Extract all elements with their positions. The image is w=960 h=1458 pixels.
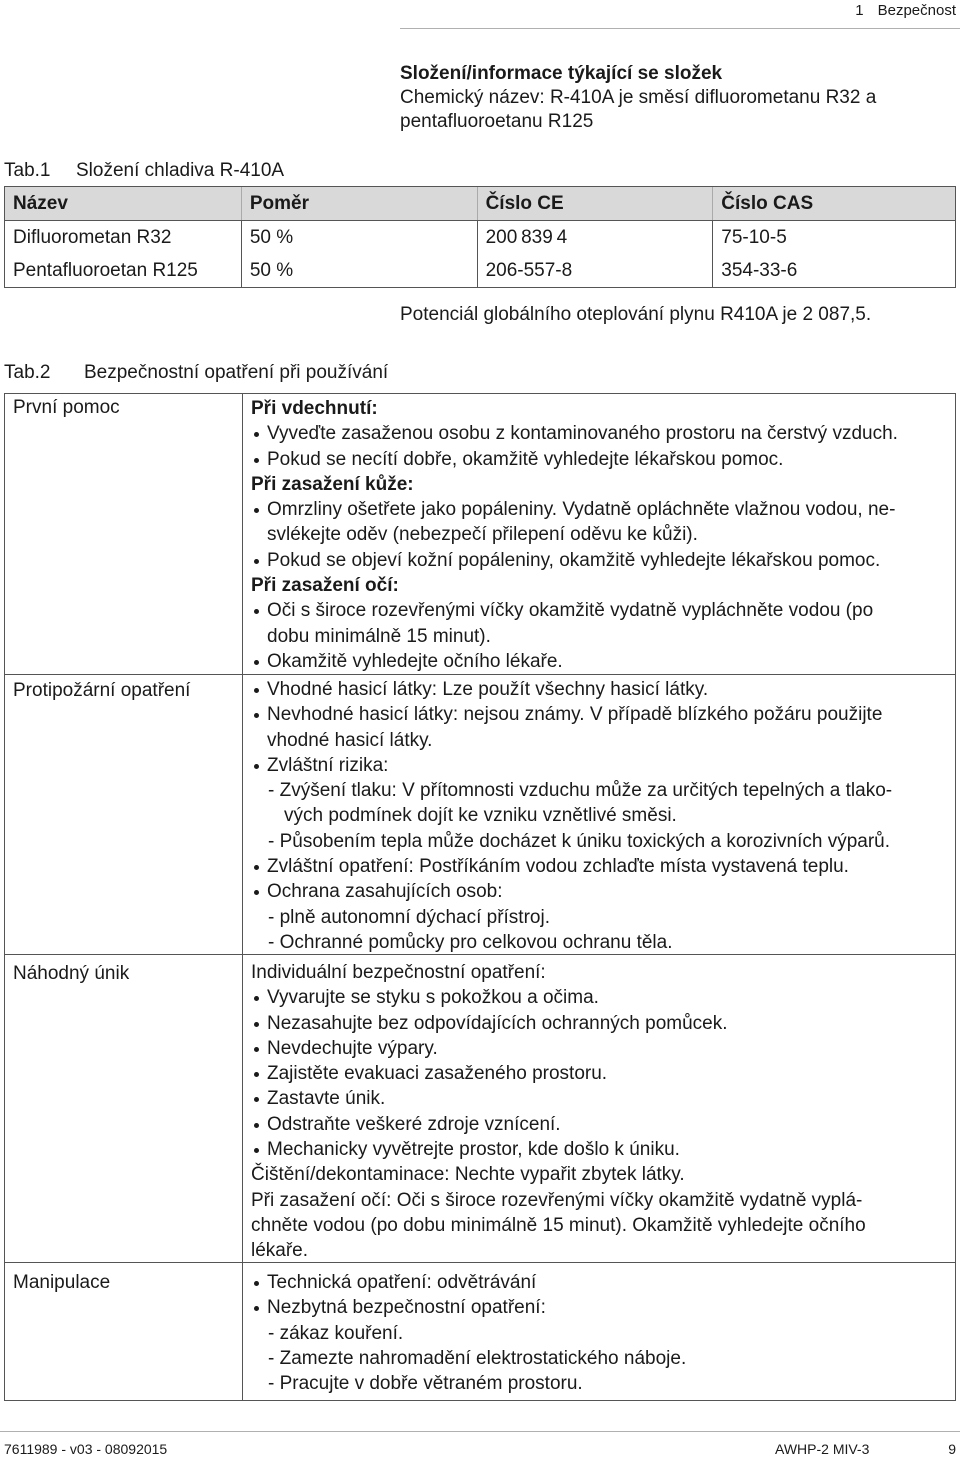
chapter-number: 1 bbox=[855, 2, 864, 19]
text-line: - Ochranné pomůcky pro celkovou ochranu těla. bbox=[268, 931, 673, 953]
table-cell: 354-33-6 bbox=[713, 254, 956, 288]
bullet-item: Vyvarujte se styku s pokožkou a očima. bbox=[251, 985, 951, 1010]
bullet-item: Nezbytná bezpečnostní opatření: bbox=[251, 1295, 951, 1320]
text-line: - plně autonomní dýchací přístroj. bbox=[268, 906, 550, 928]
composition-line-2: pentafluoroetanu R125 bbox=[400, 111, 594, 132]
subheading: Při zasažení očí: bbox=[251, 575, 399, 597]
bullet-item: Nevdechujte výpary. bbox=[251, 1036, 951, 1061]
table-header-row bbox=[5, 187, 956, 221]
bullet-item: Zastavte únik. bbox=[251, 1086, 951, 1111]
table-cell: Difluorometan R32 bbox=[5, 221, 242, 255]
table1-number: Tab.1 bbox=[4, 160, 51, 181]
bullet-item: Mechanicky vyvětrejte prostor, kde došlo k úniku. bbox=[251, 1137, 951, 1162]
table-row bbox=[5, 221, 956, 255]
composition-info bbox=[400, 62, 945, 134]
text-line: lékaře. bbox=[251, 1240, 309, 1262]
table-cell: 200 839 4 bbox=[477, 221, 713, 255]
table2-caption bbox=[4, 362, 388, 384]
bullet-item: Pokud se necítí dobře, okamžitě vyhledejte lékařskou pomoc. bbox=[251, 447, 951, 472]
safety-measures-table bbox=[4, 393, 956, 1401]
text-line: svlékejte oděv (nebezpečí přilepení oděvu ke kůži). bbox=[267, 524, 698, 546]
subheading: Při zasažení kůže: bbox=[251, 473, 414, 495]
text-line: vých podmínek dojít ke vzniku vznětlivé směsi. bbox=[284, 805, 677, 827]
footer-page-number: 9 bbox=[948, 1441, 956, 1457]
bullet-item: Pokud se objeví kožní popáleniny, okamžitě vyhledejte lékařskou pomoc. bbox=[251, 548, 951, 573]
bullet-item: Ochrana zasahujících osob: bbox=[251, 879, 951, 904]
text-line: Čištění/dekontaminace: Nechte vypařit zbytek látky. bbox=[251, 1164, 685, 1186]
gwp-note: Potenciál globálního oteplování plynu R410A je 2 087,5. bbox=[400, 304, 872, 325]
footer-doc-code: 7611989 - v03 - 08092015 bbox=[4, 1441, 168, 1457]
table2-number: Tab.2 bbox=[4, 362, 51, 383]
refrigerant-composition-table bbox=[4, 186, 956, 288]
bullet-item: Nezasahujte bez odpovídajících ochranných pomůcek. bbox=[251, 1011, 951, 1036]
bullet-item: Zvláštní opatření: Postříkáním vodou zchlaďte místa vystavená teplu. bbox=[251, 854, 951, 879]
handling-content bbox=[251, 1270, 951, 1396]
text-line: Při zasažení očí: Oči s široce rozevřenými víčky okamžitě vydatně vyplá- bbox=[251, 1189, 863, 1211]
row-label-fire-measures: Protipožární opatření bbox=[13, 680, 191, 701]
table-row bbox=[5, 254, 956, 288]
composition-heading: Složení/informace týkající se složek bbox=[400, 63, 723, 84]
composition-line-1: Chemický název: R-410A je směsí difluorometanu R32 a bbox=[400, 87, 877, 108]
bullet-item: Vhodné hasicí látky: Lze použít všechny hasicí látky. bbox=[251, 677, 951, 702]
bullet-item: Vyveďte zasaženou osobu z kontaminovaného prostoru na čerstvý vzduch. bbox=[251, 421, 951, 446]
text-line: - Zamezte nahromadění elektrostatického náboje. bbox=[268, 1347, 687, 1369]
text-line: - Pracujte v dobře větraném prostoru. bbox=[268, 1373, 583, 1395]
row-label-handling: Manipulace bbox=[13, 1272, 111, 1293]
text-line: - Zvýšení tlaku: V přítomnosti vzduchu může za určitých tepelných a tlako- bbox=[268, 780, 893, 802]
text-line: vhodné hasicí látky. bbox=[267, 729, 433, 751]
text-line: - zákaz kouření. bbox=[268, 1322, 404, 1344]
accidental-release-content bbox=[251, 960, 951, 1264]
footer-rule bbox=[0, 1431, 960, 1432]
row-label-accidental-release: Náhodný únik bbox=[13, 963, 130, 984]
bullet-item: Zvláštní rizika: bbox=[251, 753, 951, 778]
table1-caption bbox=[4, 160, 284, 182]
bullet-item: Technická opatření: odvětrávání bbox=[251, 1270, 951, 1295]
bullet-item: Omrzliny ošetřete jako popáleniny. Vydatně opláchněte vlažnou vodou, ne- bbox=[251, 497, 951, 522]
table-cell: 50 % bbox=[241, 254, 477, 288]
bullet-item: Oči s široce rozevřenými víčky okamžitě vydatně vypláchněte vodou (po bbox=[251, 598, 951, 623]
table-cell: 50 % bbox=[241, 221, 477, 255]
text-line: dobu minimálně 15 minut). bbox=[267, 625, 491, 647]
table1-title: Složení chladiva R-410A bbox=[76, 160, 285, 181]
text-line: chněte vodou (po dobu minimálně 15 minut). Okamžitě vyhledejte očního bbox=[251, 1214, 866, 1236]
subheading: Při vdechnutí: bbox=[251, 398, 378, 419]
table-cell: Pentafluoroetan R125 bbox=[5, 254, 242, 288]
column-header: Číslo CAS bbox=[713, 187, 956, 221]
text-line: Individuální bezpečnostní opatření: bbox=[251, 962, 546, 983]
first-aid-content bbox=[251, 396, 951, 674]
bullet-item: Nevhodné hasicí látky: nejsou známy. V případě blízkého požáru použijte bbox=[251, 702, 951, 727]
column-header: Název bbox=[5, 187, 242, 221]
text-line: - Působením tepla může docházet k úniku toxických a korozivních výparů. bbox=[268, 830, 891, 852]
bullet-item: Okamžitě vyhledejte očního lékaře. bbox=[251, 649, 951, 674]
row-label-first-aid: První pomoc bbox=[13, 397, 120, 418]
table-cell: 206-557-8 bbox=[477, 254, 713, 288]
table2-title: Bezpečnostní opatření při používání bbox=[84, 362, 389, 383]
chapter-title: Bezpečnost bbox=[877, 2, 956, 19]
column-header: Číslo CE bbox=[477, 187, 713, 221]
running-header bbox=[841, 2, 956, 19]
column-header: Poměr bbox=[241, 187, 477, 221]
table-cell: 75-10-5 bbox=[713, 221, 956, 255]
footer-model: AWHP-2 MIV-3 bbox=[775, 1441, 870, 1457]
header-rule bbox=[400, 28, 960, 29]
bullet-item: Odstraňte veškeré zdroje vznícení. bbox=[251, 1112, 951, 1137]
column-divider bbox=[242, 394, 243, 1400]
fire-measures-content bbox=[251, 677, 951, 955]
bullet-item: Zajistěte evakuaci zasaženého prostoru. bbox=[251, 1061, 951, 1086]
